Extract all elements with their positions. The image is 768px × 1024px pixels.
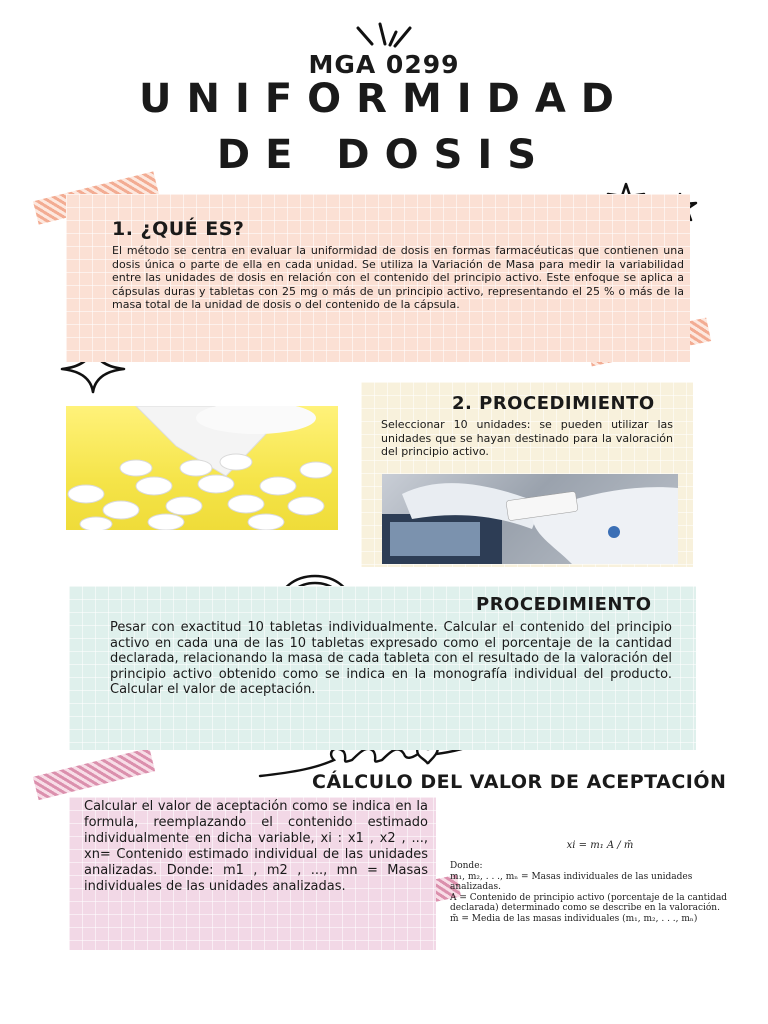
decorative-tape-bottom-left [33, 748, 155, 800]
formula-donde: Donde: [450, 861, 483, 871]
section-procedure-2-text: Pesar con exactitud 10 tabletas individualmente. Calcular el contenido del principio activo en cada una de las 10 tabletas expresado como el porcentaje de la cantidad declarada, relacionando la masa de cada tableta con el resultado de la valoración del principio activo obtenido como se indica en la monografía individual del producto. Calcular el valor de aceptación. [110, 620, 672, 697]
section-what-is-heading: 1. ¿QUÉ ES? [112, 218, 245, 240]
formula-line-5: m̄ = Media de las masas individuales (m₁, m₂, . . ., mₙ) [450, 913, 698, 924]
formula-line-2: analizadas. [450, 882, 501, 892]
pills-illustration [66, 406, 338, 530]
page-title-line1: UNIFORMIDAD [138, 76, 630, 122]
document-code: MGA 0299 [308, 50, 460, 79]
section-procedure-1-heading: 2. PROCEDIMIENTO [452, 393, 655, 414]
formula-line-3: A = Contenido de principio activo (porcentaje de la cantidad [450, 892, 728, 903]
section-calculation-heading: CÁLCULO DEL VALOR DE ACEPTACIÓN [312, 771, 727, 793]
page-title-line2: DE DOSIS [216, 132, 552, 178]
formula-block [450, 840, 750, 924]
formula-line-1: m₁, m₂, . . ., mₙ = Masas individuales de las unidades [450, 871, 693, 882]
section-procedure-2-heading: PROCEDIMIENTO [476, 594, 652, 615]
lab-balance-illustration [382, 474, 678, 564]
formula-line-4: declarada) determinado como se describe en la valoración. [450, 903, 720, 913]
pills-photo [66, 406, 338, 530]
spark-lines-icon [350, 22, 420, 50]
lab-balance-photo [382, 474, 678, 564]
section-procedure-1-text: Seleccionar 10 unidades: se pueden utilizar las unidades que se hayan destinado para la valoración del principio activo. [381, 418, 673, 458]
section-what-is-text: El método se centra en evaluar la uniformidad de dosis en formas farmacéuticas que contienen una dosis única o parte de ella en cada unidad. Se utiliza la Variación de Masa para medir la variabilidad entre las unidades de dosis en relación con el contenido del principio activo. Este enfoque se aplica a cápsulas duras y tabletas con 25 mg o más de un principio activo, representando el 25 % o más de la masa total de la unidad de dosis o del contenido de la cápsula. [112, 244, 684, 311]
section-calculation-text: Calcular el valor de aceptación como se indica en la formula, reemplazando el contenido estimado individualmente en dicha variable, xi : x1 , x2 , ..., xn= Contenido estimado individual de las unidades analizadas. Donde: m1 , m2 , ..., mn = Masas individuales de las unidades analizadas. [84, 799, 428, 894]
formula-equation: xi = m₁ A / m̄ [566, 840, 634, 851]
